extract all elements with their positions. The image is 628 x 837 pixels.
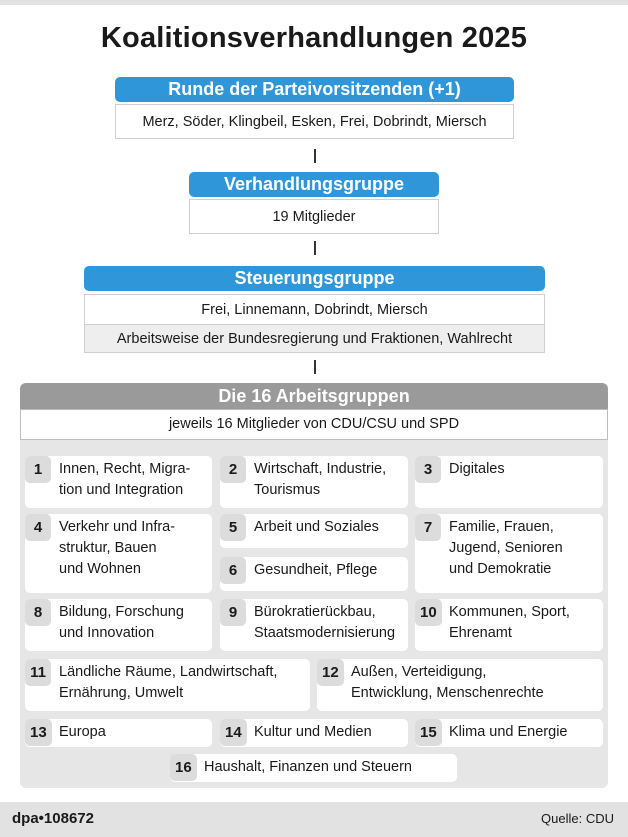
- group-name: Innen, Recht, Migra- tion und Integration: [59, 461, 191, 498]
- working-group-7: [415, 514, 603, 593]
- group-name: Kultur und Medien: [254, 724, 372, 740]
- group-name: Wirtschaft, Industrie, Tourismus: [254, 461, 387, 498]
- group-number: 4: [25, 514, 51, 541]
- group-name: Gesundheit, Pflege: [254, 562, 378, 578]
- group-number: 11: [25, 659, 51, 686]
- group-number: 13: [25, 719, 52, 746]
- group-number: 1: [25, 456, 51, 483]
- working-group-12: [317, 659, 603, 711]
- group-name: Europa: [59, 724, 106, 740]
- group-name: Digitales: [449, 461, 505, 477]
- group-name: Arbeit und Soziales: [254, 519, 379, 535]
- working-groups-heading: Die 16 Arbeitsgruppen: [20, 383, 608, 409]
- working-group-10: [415, 599, 603, 651]
- group-name: Klima und Energie: [449, 724, 568, 740]
- graphic-id: dpa•108672: [12, 810, 94, 827]
- working-group-3: [415, 456, 603, 508]
- group-number: 6: [220, 557, 246, 584]
- working-group-9: [220, 599, 408, 651]
- steering-group-topics: Arbeitsweise der Bundesregierung und Fraktionen, Wahlrecht: [84, 324, 545, 353]
- party-leaders-members: Merz, Söder, Klingbeil, Esken, Frei, Dobrindt, Miersch: [115, 104, 514, 139]
- negotiation-group-members: 19 Mitglieder: [189, 199, 439, 234]
- group-name: Kommunen, Sport, Ehrenamt: [449, 604, 570, 641]
- working-group-13: [25, 719, 212, 747]
- group-name: Ländliche Räume, Landwirtschaft, Ernährung, Umwelt: [59, 664, 278, 701]
- working-group-16: [170, 754, 457, 782]
- page-title: Koalitionsverhandlungen 2025: [100, 22, 528, 54]
- group-name: Außen, Verteidigung, Entwicklung, Menschenrechte: [351, 664, 544, 701]
- connector-line: [314, 241, 316, 255]
- working-group-15: [415, 719, 603, 747]
- group-name: Bildung, Forschung und Innovation: [59, 604, 184, 641]
- group-name: Verkehr und Infra- struktur, Bauen und Wohnen: [59, 519, 176, 577]
- working-group-11: [25, 659, 310, 711]
- footer: [0, 802, 628, 837]
- group-number: 5: [220, 514, 246, 541]
- steering-group-members: Frei, Linnemann, Dobrindt, Miersch: [84, 294, 545, 325]
- working-group-4: [25, 514, 212, 593]
- working-group-2: [220, 456, 408, 508]
- negotiation-group-heading: Verhandlungsgruppe: [189, 172, 439, 197]
- working-group-8: [25, 599, 212, 651]
- group-number: 10: [415, 599, 442, 626]
- group-number: 14: [220, 719, 247, 746]
- connector-line: [314, 360, 316, 374]
- group-number: 16: [170, 754, 197, 781]
- group-number: 12: [317, 659, 344, 686]
- working-group-1: [25, 456, 212, 508]
- working-group-6: [220, 557, 408, 591]
- group-name: Familie, Frauen, Jugend, Senioren und Demokratie: [449, 519, 563, 577]
- top-bar: [0, 0, 628, 5]
- party-leaders-heading: Runde der Parteivorsitzenden (+1): [115, 77, 514, 102]
- group-name: Bürokratierückbau, Staatsmodernisierung: [254, 604, 396, 641]
- group-number: 2: [220, 456, 246, 483]
- connector-line: [314, 149, 316, 163]
- group-number: 15: [415, 719, 442, 746]
- steering-group-heading: Steuerungsgruppe: [84, 266, 545, 291]
- group-number: 9: [220, 599, 246, 626]
- group-number: 3: [415, 456, 441, 483]
- group-number: 7: [415, 514, 441, 541]
- working-group-14: [220, 719, 408, 747]
- working-groups-subheading: jeweils 16 Mitglieder von CDU/CSU und SPD: [20, 409, 608, 440]
- group-name: Haushalt, Finanzen und Steuern: [204, 759, 412, 775]
- working-group-5: [220, 514, 408, 548]
- group-number: 8: [25, 599, 51, 626]
- source-credit: Quelle: CDU: [541, 811, 614, 826]
